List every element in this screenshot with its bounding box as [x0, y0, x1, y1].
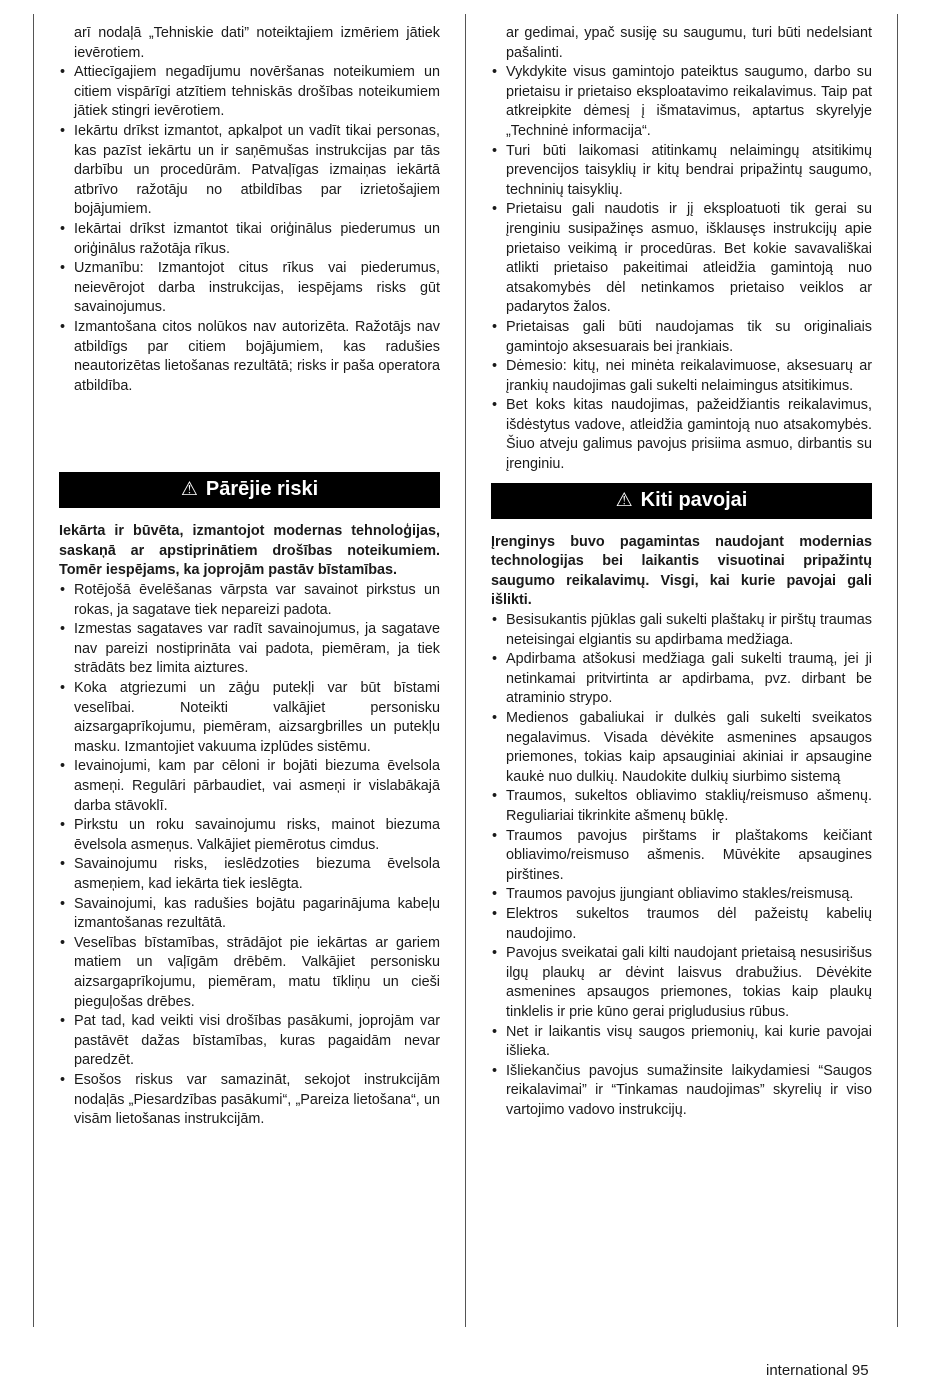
list-item: • Elektros sukeltos traumos dėl pažeistų kabelių naudojimo.	[491, 905, 872, 944]
list-item: • Prietaisas gali būti naudojamas tik su originaliais gamintojo aksesuarais bei įrankiais.	[491, 318, 872, 357]
list-item: • Pat tad, kad veikti visi drošības pasākumi, joprojām var pastāvēt dažas bīstamības, kuras pagaidām nevar paredzēt.	[59, 1012, 440, 1071]
residual-risks-list	[59, 581, 440, 1130]
left-column	[59, 24, 440, 1130]
list-item: • Traumos pavojus pirštams ir plaštakoms keičiant obliavimo/reismuso ašmenis. Mūvėkite apsaugines pirštines.	[491, 827, 872, 886]
list-item: • Vykdykite visus gamintojo pateiktus saugumo, darbo su prietaisu ir prietaiso eksploatavimo reikalavimus. Taip pat atkreipkite dėmesį į išmatavimus, aptartus skyrelyje „Techninė informacija“.	[491, 63, 872, 141]
list-item: • Turi būti laikomasi atitinkamų nelaimingų atsitikimų prevencijos taisyklių ir kitų bendrai pripažintų saugumo, techninių taisyklių.	[491, 142, 872, 201]
list-item: • Besisukantis pjūklas gali sukelti plaštakų ir pirštų traumas neteisingai elgiantis su apdirbama medžiaga.	[491, 611, 872, 650]
column-divider	[465, 14, 466, 1327]
right-column	[491, 24, 872, 1120]
list-item: • Savainojumu risks, ieslēdzoties biezuma ēvelsola asmeņiem, kad iekārta tiek ieslēgta.	[59, 855, 440, 894]
right-intro-list	[491, 24, 872, 475]
page-right-rule	[897, 14, 898, 1327]
page-footer: international 95	[766, 1362, 869, 1379]
list-item: • Koka atgriezumi un zāģu putekļi var būt bīstami veselībai. Noteikti valkājiet personisku aizsargaprīkojumu, piemēram, aizsargbrilles un putekļu masku. Izmantojiet vakuuma izplūdes sistēmu.	[59, 679, 440, 757]
list-item: • Iekārtu drīkst izmantot, apkalpot un vadīt tikai personas, kas pazīst iekārtu un ir saņēmušas instrukcijas par tās darbību un procedūrām. Patvaļīgas izmaiņas iekārtā atbrīvo ražotāju no atbildības par izrietošajiem bojājumiem.	[59, 122, 440, 220]
list-item: • Esošos riskus var samazināt, sekojot instrukcijām nodaļās „Piesardzības pasākumi“, „Pareiza lietošana“, un visām lietošanas instrukcijām.	[59, 1071, 440, 1130]
list-item: • Savainojumi, kas radušies bojātu pagarinājuma kabeļu izmantošanas rezultātā.	[59, 895, 440, 934]
list-item: • Veselības bīstamības, strādājot pie iekārtas ar gariem matiem un vaļīgām drēbēm. Valkājiet personisku aizsargaprīkojumu, piemēram, matu tīkliņu un cieši pieguļošas drēbes.	[59, 934, 440, 1012]
list-item: • Apdirbama atšokusi medžiaga gali sukelti traumą, jei ji netinkamai pritvirtinta ar apdirbama, pvz. dirbant be atraminio strypo.	[491, 650, 872, 709]
page-left-rule	[33, 14, 34, 1327]
list-item: • Traumos pavojus įjungiant obliavimo stakles/reismusą.	[491, 885, 872, 905]
list-item: • Attiecīgajiem negadījumu novēršanas noteikumiem un citiem vispārīgi atzītiem tehniskās drošības noteikumiem jātiek stingri ievērotiem.	[59, 63, 440, 122]
section-title: Pārējie riski	[205, 478, 319, 501]
list-item: arī nodaļā „Tehniskie dati” noteiktajiem izmēriem jātiek ievērotiem.	[74, 25, 440, 61]
section-title: Kiti pavojai	[640, 488, 748, 511]
section-intro: Įrenginys buvo pagamintas naudojant modernias technologijas bei laikantis visuotinai pripažintų saugumo reikalavimų. Visgi, kai kurie pavojai gali išlikti.	[491, 533, 872, 609]
list-item: ar gedimai, ypač susiję su saugumu, turi būti nedelsiant pašalinti.	[506, 25, 872, 61]
list-item: • Prietaisu gali naudotis ir jį eksploatuoti tik gerai su įrenginiu susipažinęs asmuo, išklausęs instrukcijų apie prietaiso veikimą ir procedūras. Bet kokie savavališkai atlikti prietaiso pakeitimai atleidžia gamintoją nuo atsakomybės dėl netinkamos prietaiso veiklos ar padarytos žalos.	[491, 200, 872, 318]
warning-icon: ⚠	[615, 489, 633, 511]
section-banner-residual-risks	[59, 472, 440, 508]
section-intro: Iekārta ir būvēta, izmantojot modernas tehnoloģijas, saskaņā ar apstiprinātiem drošības noteikumiem. Tomēr iespējams, ka joprojām pastāv bīstamības.	[59, 523, 440, 579]
other-hazards-list	[491, 611, 872, 1120]
left-intro-list	[59, 24, 440, 396]
list-item: • Traumos, sukeltos obliavimo staklių/reismuso ašmenų. Reguliariai tikrinkite ašmenų būklę.	[491, 787, 872, 826]
warning-icon: ⚠	[180, 479, 198, 501]
section-banner-other-hazards	[491, 483, 872, 519]
list-item: • Net ir laikantis visų saugos priemonių, kai kurie pavojai išlieka.	[491, 1023, 872, 1062]
list-item: • Medienos gabaliukai ir dulkės gali sukelti sveikatos negalavimus. Visada dėvėkite asmenines apsaugos priemones, tokias kaip apsauginiai akiniai ir apsaugine kaukė nuo dulkių. Naudokite dulkių siurbimo sistemą	[491, 709, 872, 787]
list-item: • Izmantošana citos nolūkos nav autorizēta. Ražotājs nav atbildīgs par citiem bojājumiem, kas radušies neautorizētas lietošanas rezultātā; risks ir paša operatora atbildība.	[59, 318, 440, 396]
list-item: • Dėmesio: kitų, nei minėta reikalavimuose, aksesuarų ar įrankių naudojimas gali sukelti nelaimingus atsitikimus.	[491, 357, 872, 396]
list-item: • Pavojus sveikatai gali kilti naudojant prietaisą nesusirišus ilgų plaukų ar dėvint laisvus drabužius. Dėvėkite asmenines apsaugos priemones, tokias kaip plaukų tinklelis ir prie kūno gerai prigludusius rūbus.	[491, 944, 872, 1022]
list-item: • Rotējošā ēvelēšanas vārpsta var savainot pirkstus un rokas, ja sagatave tiek nepareizi padota.	[59, 581, 440, 620]
list-item: • Izmestas sagataves var radīt savainojumus, ja sagatave nav pareizi nostiprināta vai padota, piemēram, ja tiek strādāts bez limita aiztures.	[59, 620, 440, 679]
list-item: • Iekārtai drīkst izmantot tikai oriģinālus piederumus un oriģinālus ražotāja rīkus.	[59, 220, 440, 259]
list-item: • Išliekančius pavojus sumažinsite laikydamiesi “Saugos reikalavimai” ir “Tinkamas naudojimas” skyrelių ir viso vartojimo vadovo instrukcijų.	[491, 1062, 872, 1121]
list-item: • Uzmanību: Izmantojot citus rīkus vai piederumus, neievērojot darba instrukcijas, iespējams risks gūt savainojumus.	[59, 259, 440, 318]
list-item: • Ievainojumi, kam par cēloni ir bojāti biezuma ēvelsola asmeņi. Regulāri pārbaudiet, vai asmeņi ir vislabākajā darba stāvoklī.	[59, 757, 440, 816]
list-item: • Pirkstu un roku savainojumu risks, mainot biezuma ēvelsola asmeņus. Valkājiet piemērotus cimdus.	[59, 816, 440, 855]
list-item: • Bet koks kitas naudojimas, pažeidžiantis reikalavimus, išdėstytus vadove, atleidžia gamintoją nuo atsakomybės. Šiuo atveju galimus pavojus prisiima asmuo, dirbantis su įrenginiu.	[491, 396, 872, 474]
